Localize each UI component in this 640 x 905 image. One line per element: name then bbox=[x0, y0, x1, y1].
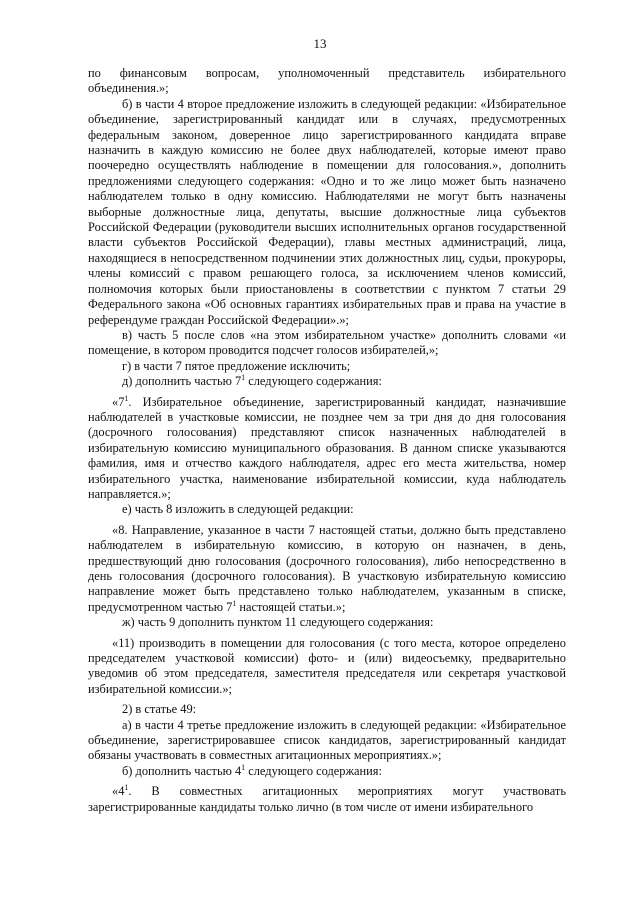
page-number: 13 bbox=[313, 36, 327, 51]
paragraph: ж) часть 9 дополнить пунктом 11 следующего содержания: bbox=[122, 615, 434, 630]
paragraph: по финансовым вопросам, уполномоченный представитель избирательного объединения.»; bbox=[88, 66, 566, 96]
paragraph: «$4^1$. В совместных агитационных мероприятиях могут участвовать зарегистрированные кандидаты только лично (в том числе от имени избирательного bbox=[88, 783, 566, 814]
paragraph: «8. Направление, указанное в части 7 настоящей статьи, должно быть представлено наблюдателем в избирательную комиссию, в которую он назначен, в день, предшествующий дню голосования (досрочного голосования), либо непосредственно в день голосования (досрочного голосования). В участковую избирательную комиссию направление может быть представлено только наблюдателем, указанным в списке, предусмотренном частью $7^1$ настоящей статьи.»; bbox=[88, 522, 566, 614]
paragraph: а) в части 4 третье предложение изложить в следующей редакции: «Избирательное объединение, зарегистрировавшее список кандидатов, зарегистрированный кандидат обязаны участвовать в совместных агитационных мероприятиях.»; bbox=[88, 717, 566, 763]
paragraph: 2) в статье 49: bbox=[122, 702, 197, 717]
document-body bbox=[88, 66, 566, 815]
paragraph: д) дополнить частью $7^1$ следующего содержания: bbox=[122, 373, 382, 389]
paragraph: б) в части 4 второе предложение изложить в следующей редакции: «Избирательное объединение, зарегистрированный кандидат или в случаях, предусмотренных федеральным законом, доверенное лицо зарегистрированного кандидата вправе назначить в каждую комиссию не более двух наблюдателей, которые имеют право поочередно осуществлять наблюдение в помещении для голосования.», дополнить предложениями следующего содержания: «Одно и то же лицо может быть назначено наблюдателем только в одну комиссию. Наблюдателями не могут быть назначены выборные должностные лица, депутаты, высшие должностные лица субъектов Российской Федерации (руководители высших исполнительных органов государственной власти субъектов Российской Федерации), главы местных администраций, лица, находящиеся в непосредственном подчинении этих должностных лиц, судьи, прокуроры, члены комиссий с правом решающего голоса, за исключением членов комиссий, полномочия которых были приостановлены в соответствии с пунктом 7 статьи 29 Федерального закона «Об основных гарантиях избирательных прав и права на участие в референдуме граждан Российской Федерации».»; bbox=[88, 96, 566, 327]
paragraph: «$7^1$. Избирательное объединение, зарегистрированный кандидат, назначившие наблюдателей в участковые комиссии, не позднее чем за три дня до дня голосования (досрочного голосования) представляют список назначенных наблюдателей в избирательную комиссию муниципального образования. В данном списке указываются фамилия, имя и отчество каждого наблюдателя, адрес его места жительства, номер избирательного участка, наименование избирательной комиссии, куда наблюдатель направляется.»; bbox=[88, 393, 566, 501]
paragraph: в) часть 5 после слов «на этом избирательном участке» дополнить словами «и помещение, в котором проводится подсчет голосов избирателей,»; bbox=[88, 327, 566, 358]
paragraph: г) в части 7 пятое предложение исключить; bbox=[122, 358, 351, 373]
paragraph: е) часть 8 изложить в следующей редакции: bbox=[122, 502, 354, 517]
paragraph: «11) производить в помещении для голосования (с того места, которое определено председателем участковой комиссии) фото- и (или) видеосъемку, предварительно уведомив об этом председателя, заместителя председателя или секретаря участковой избирательной комиссии.»; bbox=[88, 635, 566, 696]
paragraph: б) дополнить частью $4^1$ следующего содержания: bbox=[122, 762, 382, 778]
